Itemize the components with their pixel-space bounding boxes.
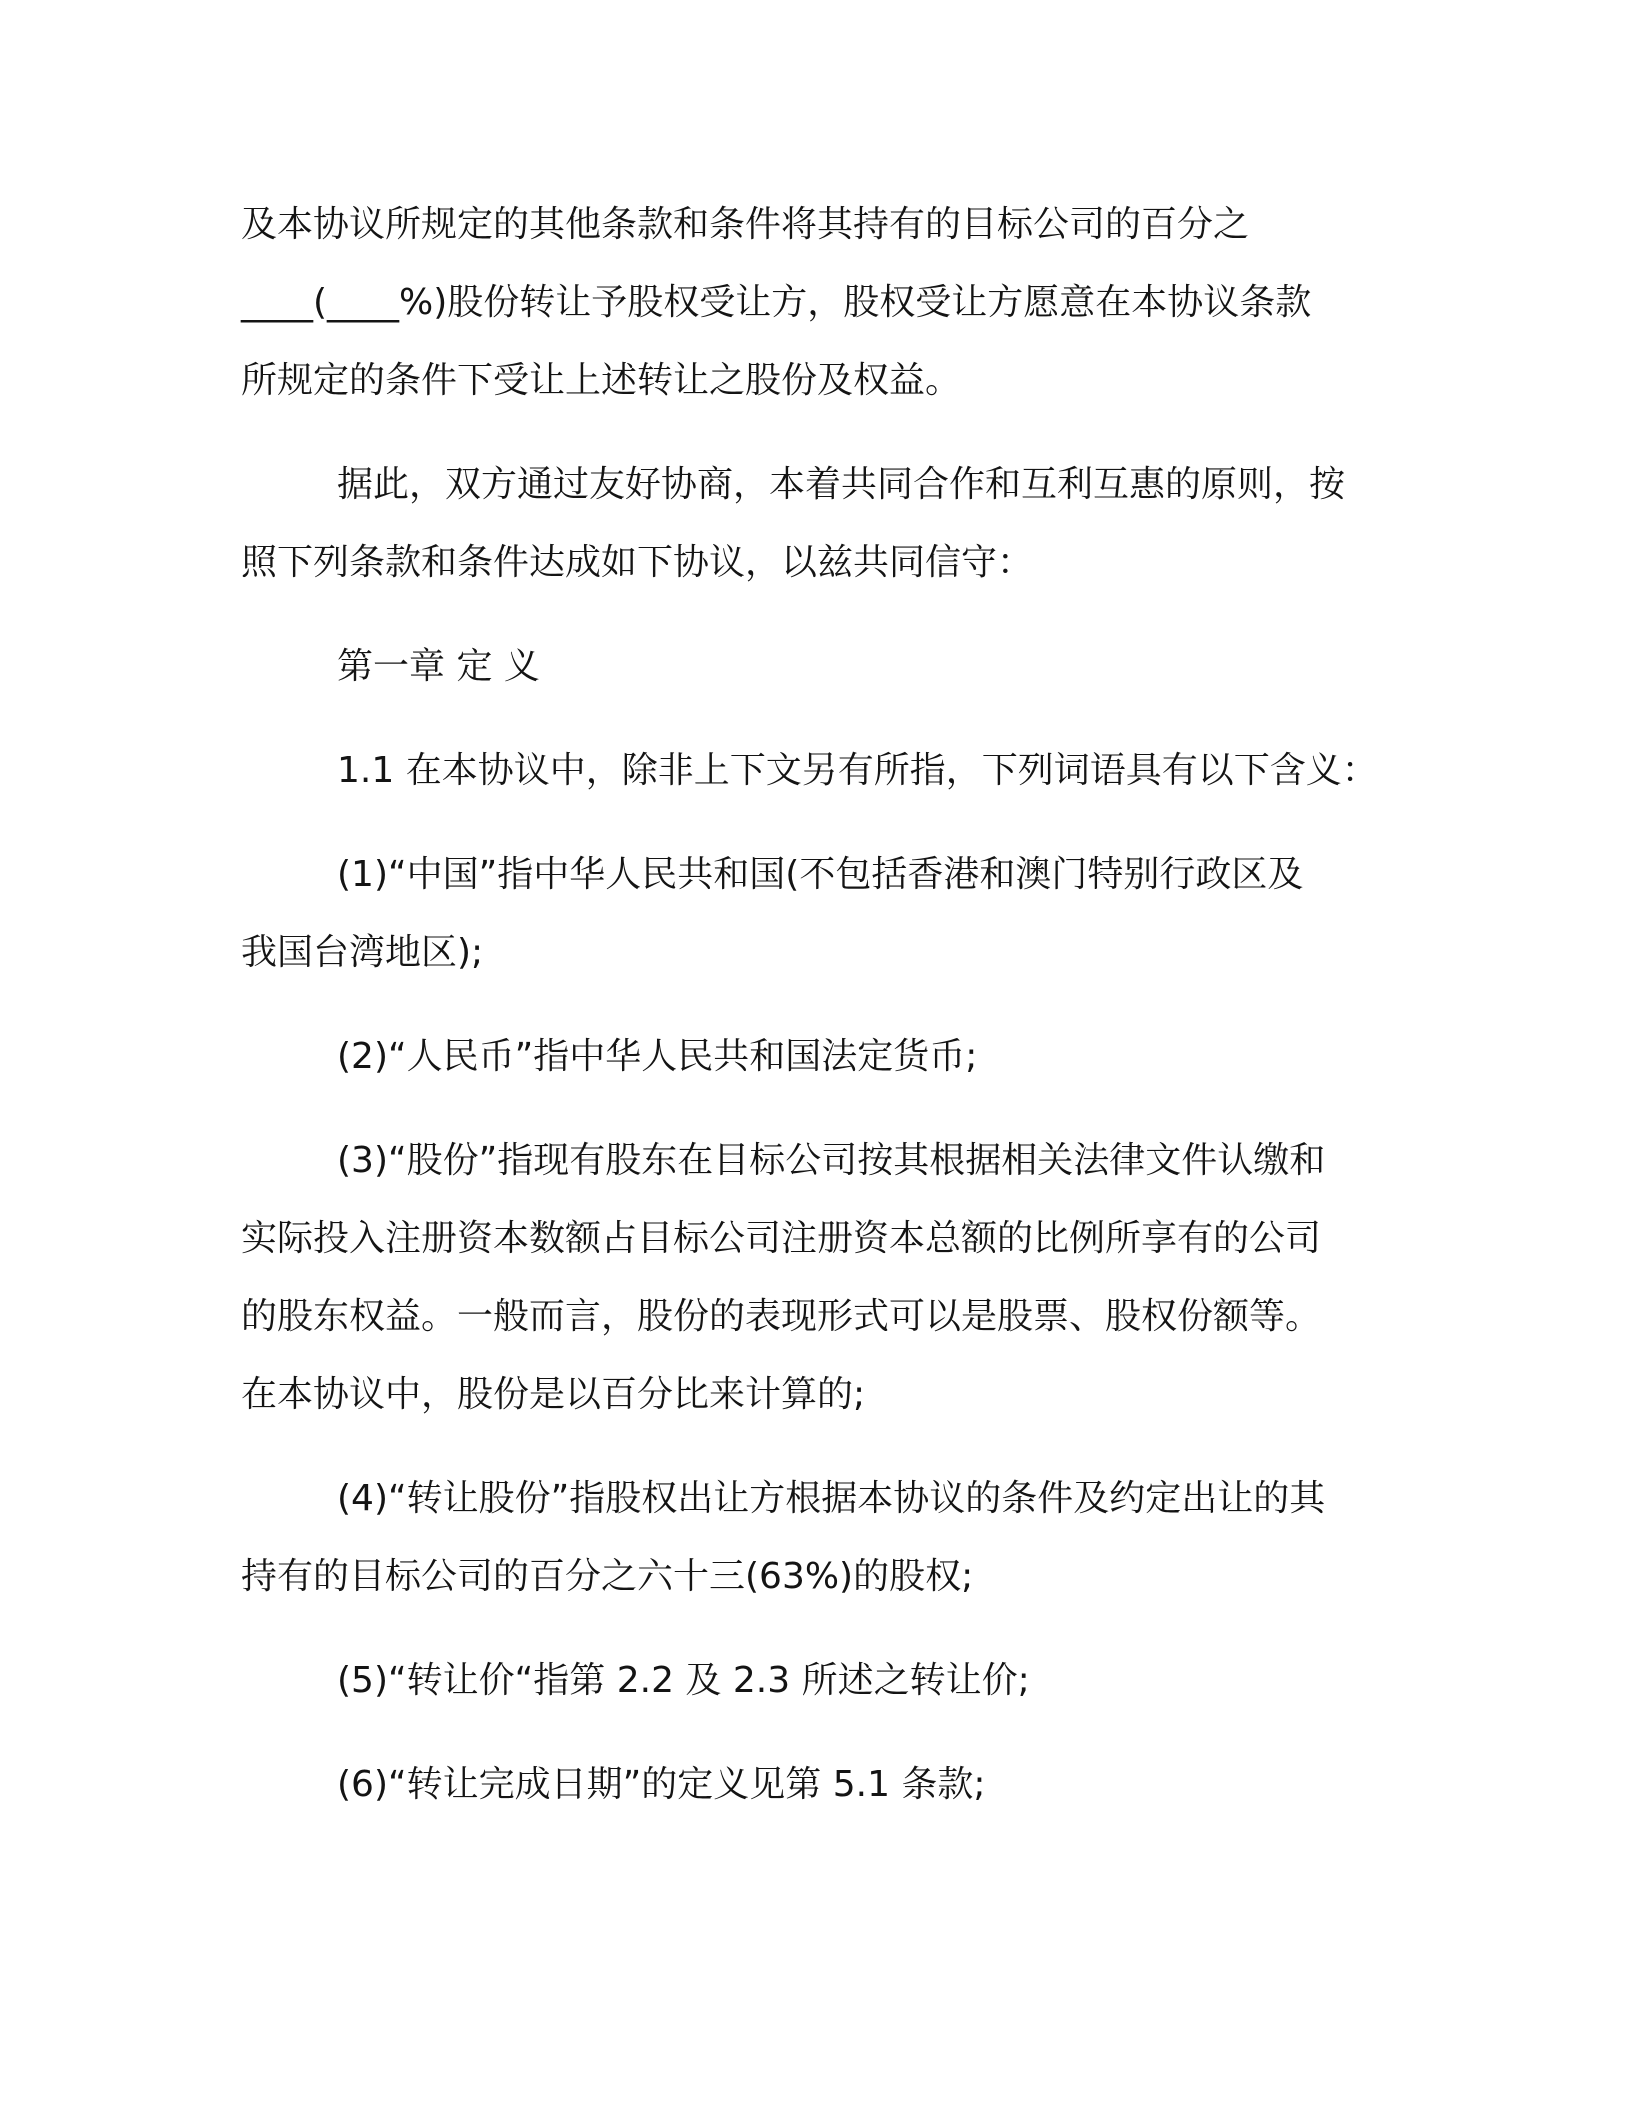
paragraph-gap [241,420,1401,446]
paragraph-agreement-basis [241,446,1401,602]
document-body [241,186,1401,1824]
paragraph-gap [241,706,1401,732]
text-line: (1)“中国”指中华人民共和国(不包括香港和澳门特别行政区及 [337,854,1304,895]
text-line: 的股东权益。一般而言，股份的表现形式可以是股票、股权份额等。 [241,1296,1322,1337]
definition-transfer-shares [241,1460,1401,1616]
definition-rmb: (2)“人民币”指中华人民共和国法定货币; [337,1036,978,1077]
text-line: 实际投入注册资本数额占目标公司注册资本总额的比例所享有的公司 [241,1218,1322,1259]
paragraph-share-transfer [241,186,1401,420]
chapter-heading: 第一章 定 义 [337,646,540,687]
text-line: 所规定的条件下受让上述转让之股份及权益。 [241,360,962,401]
definition-shares [241,1122,1401,1434]
paragraph-gap [241,602,1401,628]
paragraph-gap [241,1720,1401,1746]
text-line: (3)“股份”指现有股东在目标公司按其根据相关法律文件认缴和 [337,1140,1326,1181]
definition-completion-date: (6)“转让完成日期”的定义见第 5.1 条款; [337,1764,986,1805]
text-line: (4)“转让股份”指股权出让方根据本协议的条件及约定出让的其 [337,1478,1326,1519]
paragraph-gap [241,1616,1401,1642]
paragraph-gap [241,810,1401,836]
definition-china [241,836,1401,992]
text-line: 我国台湾地区); [241,932,484,973]
text-line: 在本协议中，股份是以百分比来计算的; [241,1374,866,1415]
text-line: 据此，双方通过友好协商，本着共同合作和互利互惠的原则，按 [337,464,1346,505]
text-line: 及本协议所规定的其他条款和条件将其持有的目标公司的百分之 [241,204,1250,245]
paragraph-gap [241,1434,1401,1460]
text-line: 照下列条款和条件达成如下协议，以兹共同信守： [241,542,1034,583]
paragraph-gap [241,992,1401,1018]
definition-transfer-price: (5)“转让价“指第 2.2 及 2.3 所述之转让价; [337,1660,1030,1701]
paragraph-gap [241,1096,1401,1122]
text-line: 持有的目标公司的百分之六十三(63%)的股权; [241,1556,974,1597]
clause-1-1: 1.1 在本协议中，除非上下文另有所指，下列词语具有以下含义： [337,750,1378,791]
text-line: ____(____%)股份转让予股权受让方，股权受让方愿意在本协议条款 [241,282,1312,323]
